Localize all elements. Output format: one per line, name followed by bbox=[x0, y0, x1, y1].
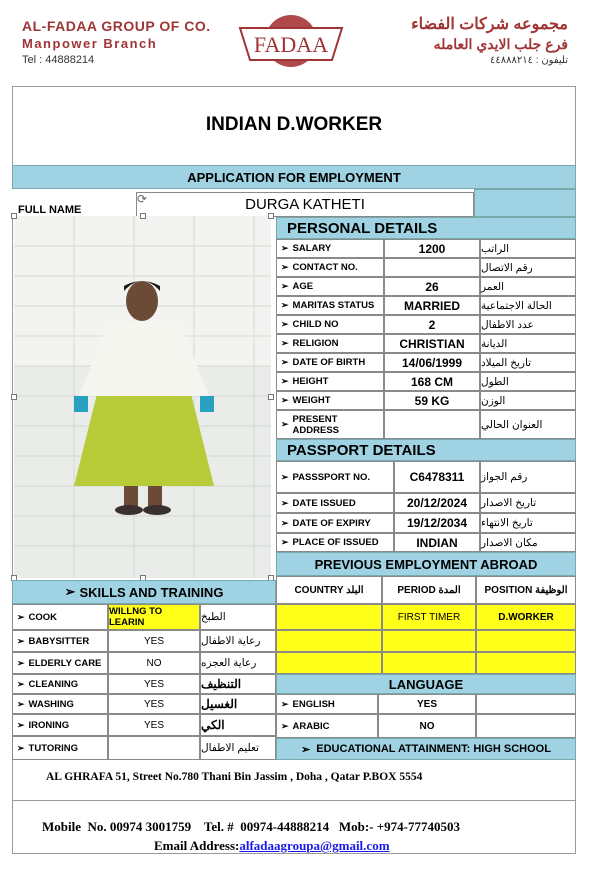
arrow-bullet-icon: ➢ bbox=[64, 584, 76, 599]
applicant-photo bbox=[14, 216, 271, 578]
application-heading: APPLICATION FOR EMPLOYMENT bbox=[12, 165, 576, 189]
footer-address: AL GHRAFA 51, Street No.780 Thani Bin Jassim , Doha , Qatar P.BOX 5554 bbox=[46, 771, 423, 783]
branch-name-en: Manpower Branch bbox=[22, 36, 158, 51]
personal-label-ar: عدد الاطفال bbox=[480, 315, 576, 334]
country-cell[interactable] bbox=[276, 604, 382, 630]
email-label: Email Address: bbox=[154, 838, 240, 853]
personal-label: ➢ HEIGHT bbox=[276, 372, 384, 391]
period-cell-2[interactable] bbox=[382, 630, 476, 652]
logo-text: FADAA bbox=[253, 32, 329, 57]
period-cell-3[interactable] bbox=[382, 652, 476, 674]
language-heading: LANGUAGE bbox=[276, 674, 576, 694]
personal-label: ➢ AGE bbox=[276, 277, 384, 296]
passport-value[interactable]: C6478311 bbox=[394, 461, 480, 493]
company-header-en bbox=[22, 18, 211, 66]
footer-divider bbox=[12, 800, 576, 801]
personal-label: ➢ RELIGION bbox=[276, 334, 384, 353]
company-name-ar: مجموعه شركات الفضاء bbox=[411, 16, 568, 33]
personal-value[interactable]: CHRISTIAN bbox=[384, 334, 480, 353]
language-value[interactable]: YES bbox=[378, 694, 476, 714]
skill-value[interactable] bbox=[108, 736, 200, 760]
position-header: POSITION الوظيفة bbox=[476, 576, 576, 604]
skill-label: ➢ TUTORING bbox=[12, 736, 108, 760]
country-header: COUNTRY البلد bbox=[276, 576, 382, 604]
period-value[interactable]: FIRST TIMER bbox=[382, 604, 476, 630]
skill-value[interactable]: YES bbox=[108, 694, 200, 714]
personal-value[interactable]: 26 bbox=[384, 277, 480, 296]
personal-details-heading: PERSONAL DETAILS bbox=[276, 217, 576, 239]
personal-label-ar: الراتب bbox=[480, 239, 576, 258]
skills-heading bbox=[12, 580, 276, 604]
personal-value[interactable]: 168 CM bbox=[384, 372, 480, 391]
skill-value[interactable]: WILLNG TO LEARIN bbox=[108, 604, 200, 630]
passport-label: ➢ DATE ISSUED bbox=[276, 493, 394, 513]
footer-email bbox=[154, 838, 390, 854]
passport-details-heading: PASSPORT DETAILS bbox=[276, 439, 576, 461]
resize-handle-mr[interactable] bbox=[268, 394, 274, 400]
personal-value[interactable]: MARRIED bbox=[384, 296, 480, 315]
country-cell-3[interactable] bbox=[276, 652, 382, 674]
skill-label: ➢ IRONING bbox=[12, 714, 108, 736]
language-extra-cell[interactable] bbox=[476, 714, 576, 738]
language-label: ➢ ARABIC bbox=[276, 714, 378, 738]
personal-label: ➢ SALARY bbox=[276, 239, 384, 258]
page-title: INDIAN D.WORKER bbox=[205, 114, 383, 135]
language-label: ➢ ENGLISH bbox=[276, 694, 378, 714]
skill-value[interactable]: YES bbox=[108, 630, 200, 652]
passport-label-ar: تاريخ الانتهاء bbox=[480, 513, 576, 533]
skill-label-ar: التنظيف bbox=[200, 674, 276, 694]
period-header: PERIOD المدة bbox=[382, 576, 476, 604]
passport-value[interactable]: 20/12/2024 bbox=[394, 493, 480, 513]
position-cell-2[interactable] bbox=[476, 630, 576, 652]
rotate-handle-icon[interactable]: ⟳ bbox=[137, 192, 148, 206]
passport-value[interactable]: 19/12/2034 bbox=[394, 513, 480, 533]
language-value[interactable]: NO bbox=[378, 714, 476, 738]
full-name-label: FULL NAME bbox=[12, 189, 138, 217]
passport-label-ar: مكان الاصدار bbox=[480, 533, 576, 552]
email-link[interactable]: alfadaagroupa@gmail.com bbox=[239, 838, 390, 853]
telephone-en: Tel : 44888214 bbox=[22, 54, 95, 66]
position-value[interactable]: D.WORKER bbox=[476, 604, 576, 630]
personal-label-ar: الوزن bbox=[480, 391, 576, 410]
personal-value[interactable]: 2 bbox=[384, 315, 480, 334]
resize-handle-tc[interactable] bbox=[140, 213, 146, 219]
passport-label: ➢ PLACE OF ISSUED bbox=[276, 533, 394, 552]
personal-label: ➢ PRESENT ADDRESS bbox=[276, 410, 384, 439]
personal-label: ➢ CONTACT NO. bbox=[276, 258, 384, 277]
personal-label-ar: تاريخ الميلاد bbox=[480, 353, 576, 372]
full-name-field[interactable]: DURGA KATHETI bbox=[136, 192, 474, 217]
personal-label-ar: الحالة الاجتماعية bbox=[480, 296, 576, 315]
passport-label: ➢ PASSSPORT NO. bbox=[276, 461, 394, 493]
personal-label-ar: الديانة bbox=[480, 334, 576, 353]
passport-label-ar: رقم الجواز bbox=[480, 461, 576, 493]
country-cell-2[interactable] bbox=[276, 630, 382, 652]
skill-label: ➢ ELDERLY CARE bbox=[12, 652, 108, 674]
branch-name-ar: فرع جلب الايدي العامله bbox=[433, 36, 568, 52]
personal-label: ➢ CHILD NO bbox=[276, 315, 384, 334]
personal-label: ➢ MARITAS STATUS bbox=[276, 296, 384, 315]
skill-label-ar: رعاية الاطفال bbox=[200, 630, 276, 652]
skill-label-ar: تعليم الاطفال bbox=[200, 736, 276, 760]
footer-phones: Mobile No. 00974 3001759 Tel. # 00974-44888214 Mob:- +974-77740503 bbox=[42, 819, 460, 834]
resize-handle-tr[interactable] bbox=[268, 213, 274, 219]
skill-label-ar: الغسيل bbox=[200, 694, 276, 714]
personal-label: ➢ WEIGHT bbox=[276, 391, 384, 410]
skill-label-ar: الكي bbox=[200, 714, 276, 736]
education-text: EDUCATIONAL ATTAINMENT: HIGH SCHOOL bbox=[316, 743, 551, 755]
skill-label-ar: الطبخ bbox=[200, 604, 276, 630]
passport-label: ➢ DATE OF EXPIRY bbox=[276, 513, 394, 533]
skill-label: ➢ BABYSITTER bbox=[12, 630, 108, 652]
personal-value[interactable]: 14/06/1999 bbox=[384, 353, 480, 372]
personal-value[interactable]: 59 KG bbox=[384, 391, 480, 410]
arrow-bullet-icon: ➢ bbox=[301, 743, 311, 756]
personal-value[interactable] bbox=[384, 258, 480, 277]
previous-employment-heading: PREVIOUS EMPLOYMENT ABROAD bbox=[276, 552, 576, 576]
company-name-en: AL-FADAA GROUP OF CO. bbox=[22, 18, 211, 34]
education-band bbox=[276, 738, 576, 760]
company-logo bbox=[232, 10, 350, 72]
personal-label: ➢ DATE OF BIRTH bbox=[276, 353, 384, 372]
personal-label-ar: رقم الاتصال bbox=[480, 258, 576, 277]
resize-handle-ml[interactable] bbox=[11, 394, 17, 400]
personal-label-ar: الطول bbox=[480, 372, 576, 391]
skill-label: ➢ WASHING bbox=[12, 694, 108, 714]
passport-value[interactable]: INDIAN bbox=[394, 533, 480, 552]
personal-value[interactable]: 1200 bbox=[384, 239, 480, 258]
language-extra-cell[interactable] bbox=[476, 694, 576, 714]
personal-value[interactable] bbox=[384, 410, 480, 439]
skill-label: ➢ CLEANING bbox=[12, 674, 108, 694]
skill-value[interactable]: YES bbox=[108, 714, 200, 736]
passport-label-ar: تاريخ الاصدار bbox=[480, 493, 576, 513]
skill-value[interactable]: YES bbox=[108, 674, 200, 694]
skill-label-ar: رعاية العجزه bbox=[200, 652, 276, 674]
position-cell-3[interactable] bbox=[476, 652, 576, 674]
skills-heading-text: SKILLS AND TRAINING bbox=[79, 584, 224, 600]
resize-handle-tl[interactable] bbox=[11, 213, 17, 219]
telephone-ar: تليفون : ٤٤٨٨٨٢١٤ bbox=[490, 55, 568, 66]
company-header-ar bbox=[411, 14, 568, 66]
full-name-band bbox=[474, 189, 576, 217]
personal-label-ar: العنوان الحالي bbox=[480, 410, 576, 439]
skill-label: ➢ COOK bbox=[12, 604, 108, 630]
personal-label-ar: العمر bbox=[480, 277, 576, 296]
skill-value[interactable]: NO bbox=[108, 652, 200, 674]
